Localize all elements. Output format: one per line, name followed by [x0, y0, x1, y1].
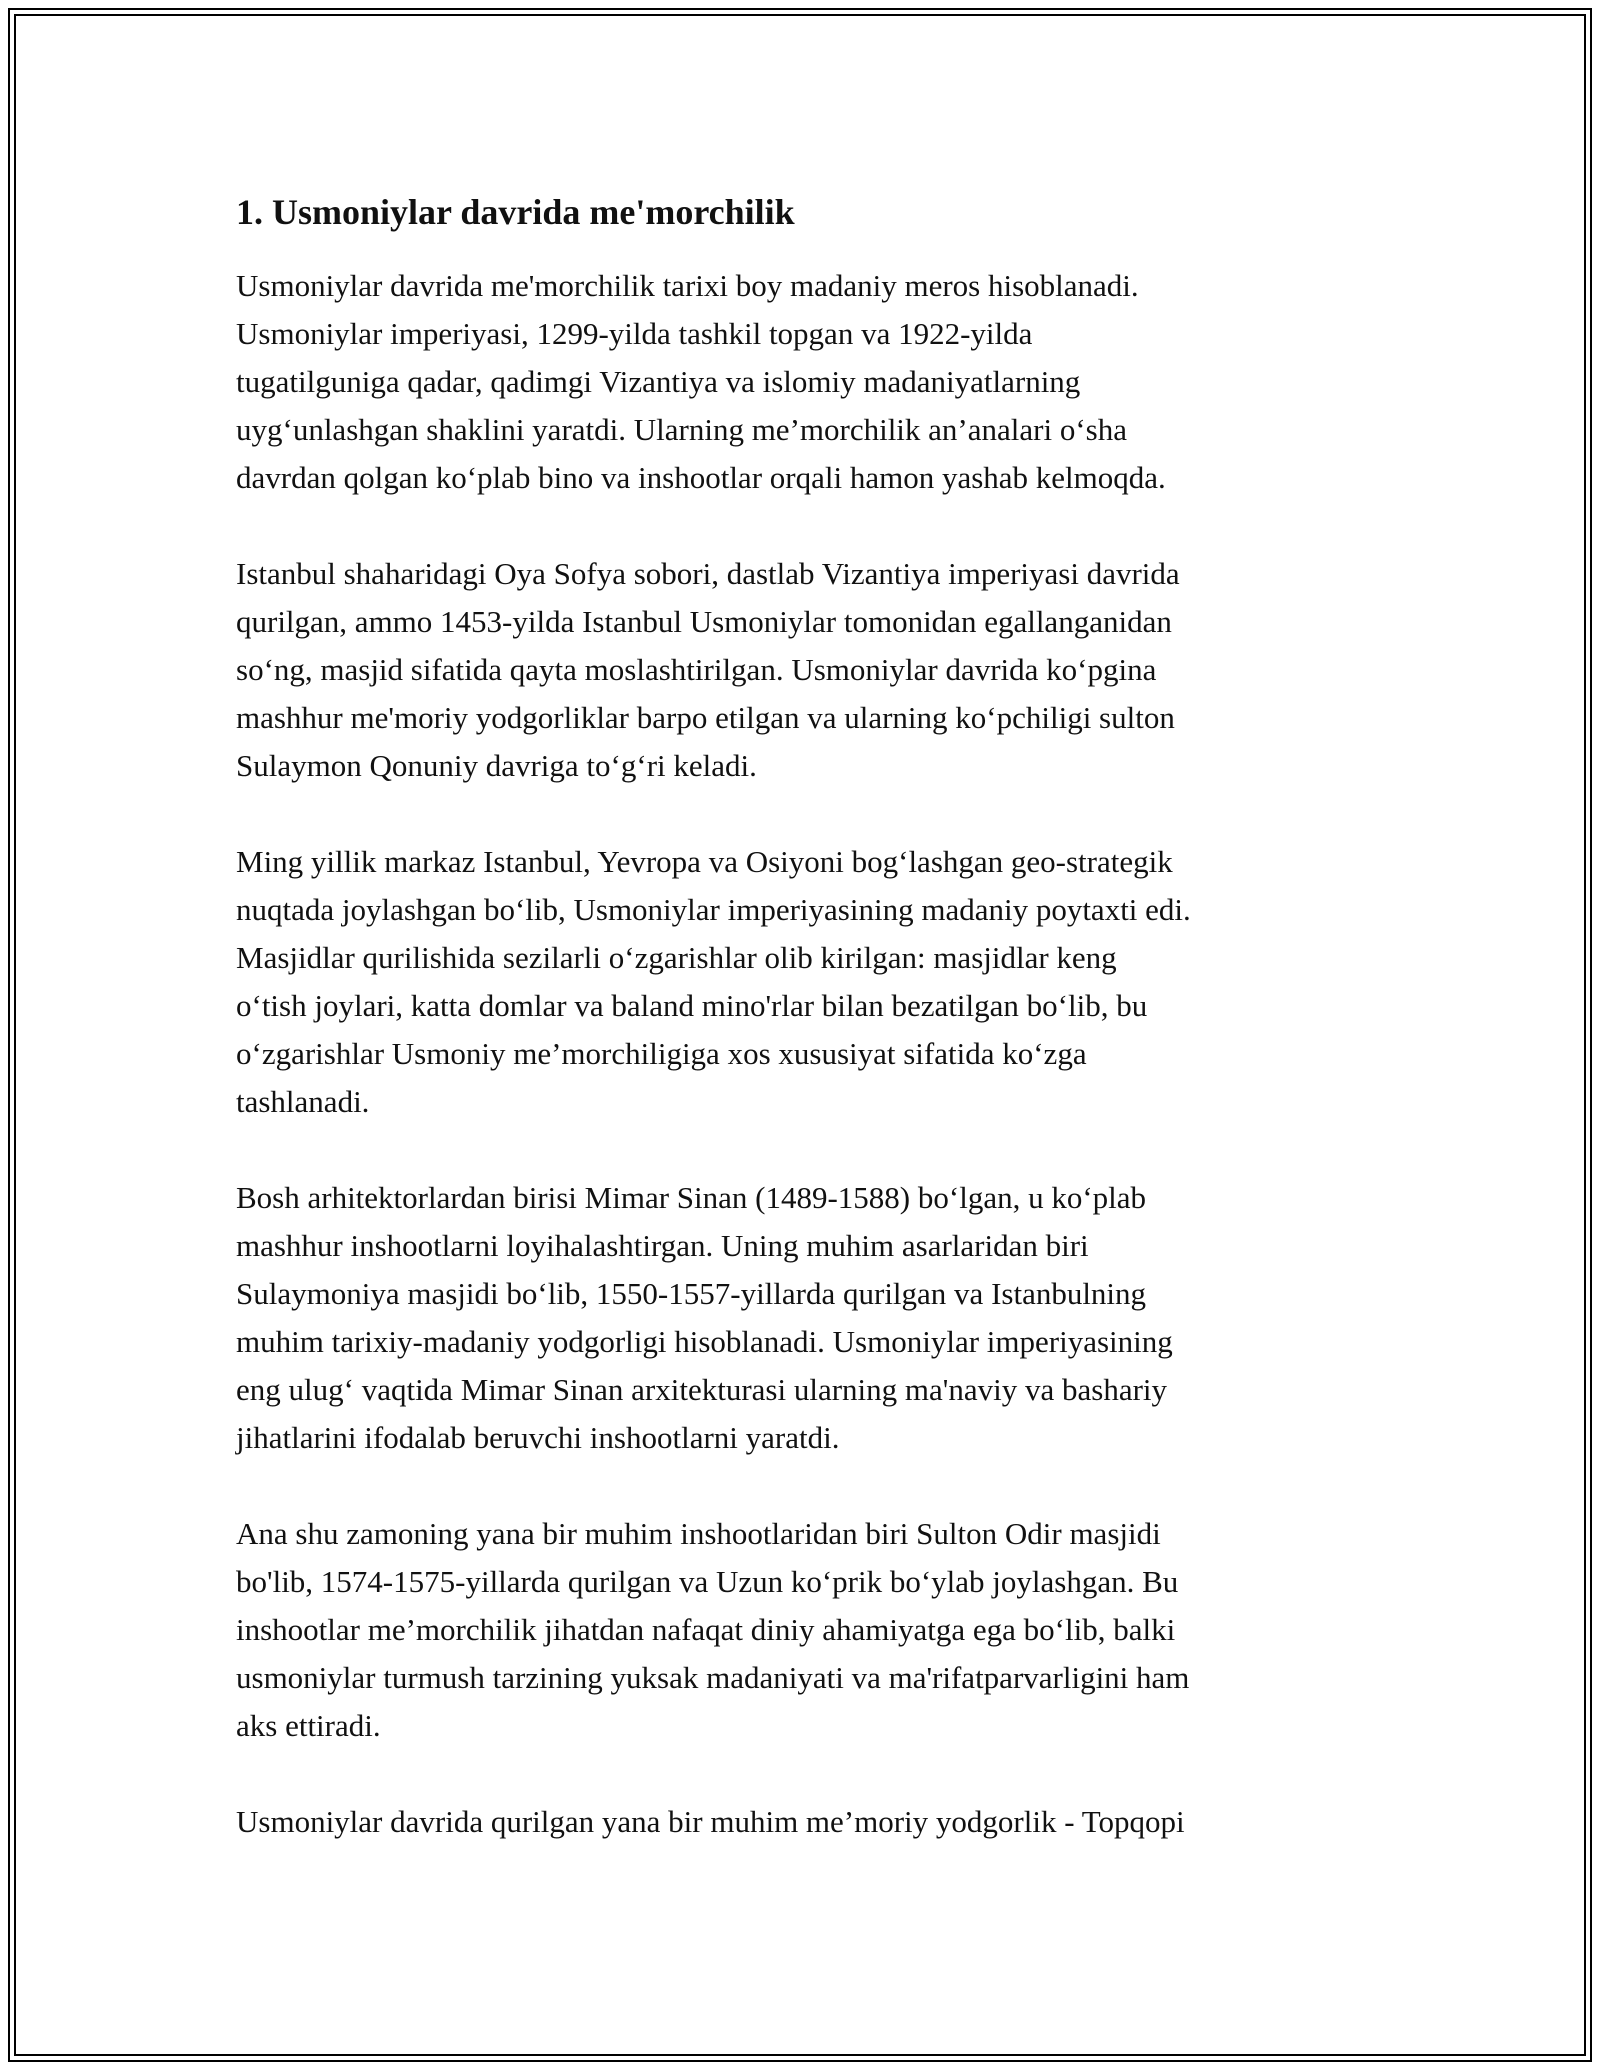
- text-line: mashhur me'moriy yodgorliklar barpo etilgan va ularning ko‘pchiligi sulton: [236, 700, 1175, 735]
- paragraph-1: [236, 262, 1386, 502]
- text-line: o‘tish joylari, katta domlar va baland mino'rlar bilan bezatilgan bo‘lib, bu: [236, 988, 1148, 1023]
- text-line: Usmoniylar davrida qurilgan yana bir muhim me’moriy yodgorlik - Topqopi: [236, 1804, 1185, 1839]
- text-line: bo'lib, 1574-1575-yillarda qurilgan va Uzun ko‘prik bo‘ylab joylashgan. Bu: [236, 1564, 1179, 1599]
- paragraph-3: [236, 838, 1386, 1126]
- text-line: inshootlar me’morchilik jihatdan nafaqat diniy ahamiyatga ega bo‘lib, balki: [236, 1612, 1176, 1647]
- text-line: usmoniylar turmush tarzining yuksak madaniyati va ma'rifatparvarligini ham: [236, 1660, 1190, 1695]
- text-line: Usmoniylar davrida me'morchilik tarixi boy madaniy meros hisoblanadi.: [236, 268, 1139, 303]
- text-line: Ming yillik markaz Istanbul, Yevropa va Osiyoni bog‘lashgan geo-strategik: [236, 844, 1173, 879]
- text-line: davrdan qolgan ko‘plab bino va inshootlar orqali hamon yashab kelmoqda.: [236, 460, 1166, 495]
- text-line: aks ettiradi.: [236, 1708, 381, 1743]
- paragraph-2: [236, 550, 1386, 790]
- paragraph-5: [236, 1510, 1386, 1750]
- text-line: so‘ng, masjid sifatida qayta moslashtirilgan. Usmoniylar davrida ko‘pgina: [236, 652, 1157, 687]
- text-line: jihatlarini ifodalab beruvchi inshootlarni yaratdi.: [236, 1420, 840, 1455]
- section-heading: 1. Usmoniylar davrida me'morchilik: [236, 192, 795, 232]
- text-line: Masjidlar qurilishida sezilarli o‘zgarishlar olib kirilgan: masjidlar keng: [236, 940, 1117, 975]
- text-line: Usmoniylar imperiyasi, 1299-yilda tashkil topgan va 1922-yilda: [236, 316, 1033, 351]
- text-line: qurilgan, ammo 1453-yilda Istanbul Usmoniylar tomonidan egallanganidan: [236, 604, 1172, 639]
- text-line: mashhur inshootlarni loyihalashtirgan. Uning muhim asarlaridan biri: [236, 1228, 1089, 1263]
- text-line: Sulaymon Qonuniy davriga to‘g‘ri keladi.: [236, 748, 757, 783]
- text-line: uyg‘unlashgan shaklini yaratdi. Ularning me’morchilik an’analari o‘sha: [236, 412, 1127, 447]
- text-line: tugatilguniga qadar, qadimgi Vizantiya va islomiy madaniyatlarning: [236, 364, 1081, 399]
- paragraph-6: [236, 1798, 1386, 1846]
- paragraph-4: [236, 1174, 1386, 1462]
- text-line: o‘zgarishlar Usmoniy me’morchiligiga xos xususiyat sifatida ko‘zga: [236, 1036, 1087, 1071]
- text-line: Istanbul shaharidagi Oya Sofya sobori, dastlab Vizantiya imperiyasi davrida: [236, 556, 1180, 591]
- text-line: tashlanadi.: [236, 1084, 370, 1119]
- text-line: eng ulug‘ vaqtida Mimar Sinan arxitekturasi ularning ma'naviy va bashariy: [236, 1372, 1168, 1407]
- text-line: nuqtada joylashgan bo‘lib, Usmoniylar imperiyasining madaniy poytaxti edi.: [236, 892, 1191, 927]
- text-line: Ana shu zamoning yana bir muhim inshootlaridan biri Sulton Odir masjidi: [236, 1516, 1161, 1551]
- document-body: [236, 184, 1386, 1846]
- text-line: muhim tarixiy-madaniy yodgorligi hisoblanadi. Usmoniylar imperiyasining: [236, 1324, 1173, 1359]
- text-line: Sulaymoniya masjidi bo‘lib, 1550-1557-yillarda qurilgan va Istanbulning: [236, 1276, 1147, 1311]
- text-line: Bosh arhitektorlardan birisi Mimar Sinan (1489-1588) bo‘lgan, u ko‘plab: [236, 1180, 1147, 1215]
